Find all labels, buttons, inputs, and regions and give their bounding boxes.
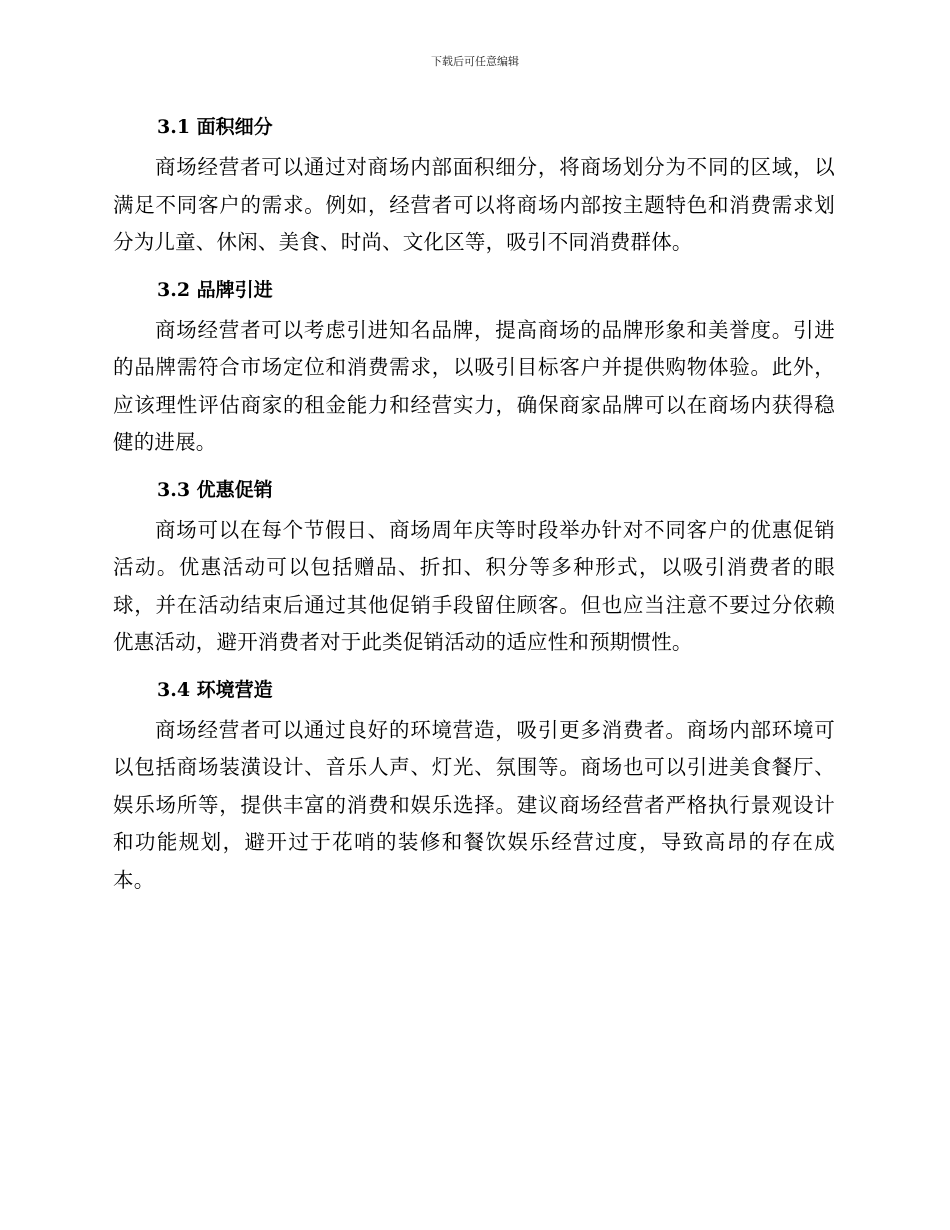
section-area-subdivision — [113, 105, 835, 262]
section-paragraph: 商场可以在每个节假日、商场周年庆等时段举办针对不同客户的优惠促销活动。优惠活动可以包括赠品、折扣、积分等多种形式，以吸引消费者的眼球，并在活动结束后通过其他促销手段留住顾客。但也应当注意不要过分依赖优惠活动，避开消费者对于此类促销活动的适应性和预期惯性。 — [113, 517, 835, 654]
section-paragraph: 商场经营者可以考虑引进知名品牌，提高商场的品牌形象和美誉度。引进的品牌需符合市场定位和消费需求，以吸引目标客户并提供购物体验。此外，应该理性评估商家的租金能力和经营实力，确保商家品牌可以在商场内获得稳健的进展。 — [113, 317, 835, 454]
document-body — [113, 105, 835, 905]
section-heading: 3.1 面积细分 — [157, 116, 273, 138]
section-paragraph: 商场经营者可以通过良好的环境营造，吸引更多消费者。商场内部环境可以包括商场装潢设计、音乐人声、灯光、氛围等。商场也可以引进美食餐厅、娱乐场所等，提供丰富的消费和娱乐选择。建议商场经营者严格执行景观设计和功能规划，避开过于花哨的装修和餐饮娱乐经营过度，导致高昂的存在成本。 — [113, 717, 835, 892]
section-brand-introduction — [113, 268, 835, 462]
page-header-note: 下载后可任意编辑 — [431, 55, 519, 68]
section-heading: 3.2 品牌引进 — [157, 278, 273, 301]
section-environment — [113, 668, 835, 900]
section-promotions — [113, 468, 835, 662]
section-paragraph: 商场经营者可以通过对商场内部面积细分，将商场划分为不同的区域，以满足不同客户的需求。例如，经营者可以将商场内部按主题特色和消费需求划分为儿童、休闲、美食、时尚、文化区等，吸引不同消费群体。 — [113, 155, 835, 254]
section-heading: 3.3 优惠促销 — [157, 478, 273, 501]
section-heading: 3.4 环境营造 — [157, 678, 273, 701]
